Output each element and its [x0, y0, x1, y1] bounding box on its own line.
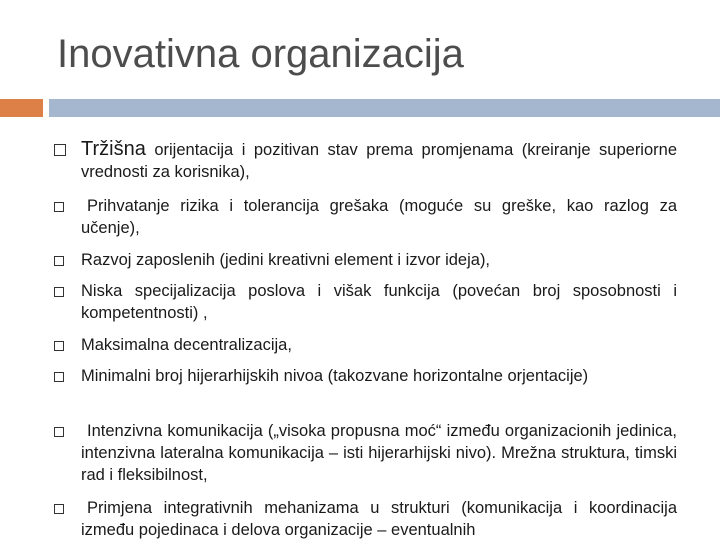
list-item [81, 497, 677, 541]
list-item-text: Prihvatanje rizika i tolerancija grešaka (moguće su greške, kao razlog za učenje), [81, 197, 677, 237]
list-item-text: Maksimalna decentralizacija, [81, 336, 292, 354]
list-item [81, 195, 677, 239]
list-item-text: Intenzivna komunikacija („visoka propusna moć“ između organizacionih jedinica, intenzivna lateralna komunikacija – isti hijerarhijski nivo). Mrežna struktura, timski rad i fleksibilnost, [81, 422, 677, 484]
square-bullet-icon [54, 427, 64, 437]
slide-title: Inovativna organizacija [57, 32, 464, 76]
list-item-text: orijentacija i pozitivan stav prema promjenama (kreiranje superiorne vrednosti za korisnika), [81, 141, 677, 181]
list-item [81, 420, 677, 486]
list-item [81, 334, 677, 356]
list-item [81, 138, 677, 183]
square-bullet-icon [54, 372, 64, 382]
list-item [81, 249, 677, 271]
list-item [81, 280, 677, 324]
square-bullet-icon [54, 341, 64, 351]
list-item-text: Razvoj zaposlenih (jedini kreativni element i izvor ideja), [81, 251, 491, 269]
square-bullet-icon [54, 256, 64, 266]
list-item-lead: Tržišna [81, 138, 146, 160]
square-bullet-icon [54, 504, 64, 514]
list-item [81, 365, 677, 387]
square-bullet-icon [54, 287, 64, 297]
square-bullet-icon [54, 144, 66, 156]
square-bullet-icon [54, 202, 64, 212]
list-item-text: Niska specijalizacija poslova i višak funkcija (povećan broj sposobnosti i kompetentnosti) , [81, 282, 677, 322]
list-item-text: Minimalni broj hijerarhijskih nivoa (takozvane horizontalne orjentacije) [81, 367, 589, 385]
list-item-text: Primjena integrativnih mehanizama u strukturi (komunikacija i koordinacija između pojedinaca i delova organizacije – eventualnih [81, 499, 677, 539]
